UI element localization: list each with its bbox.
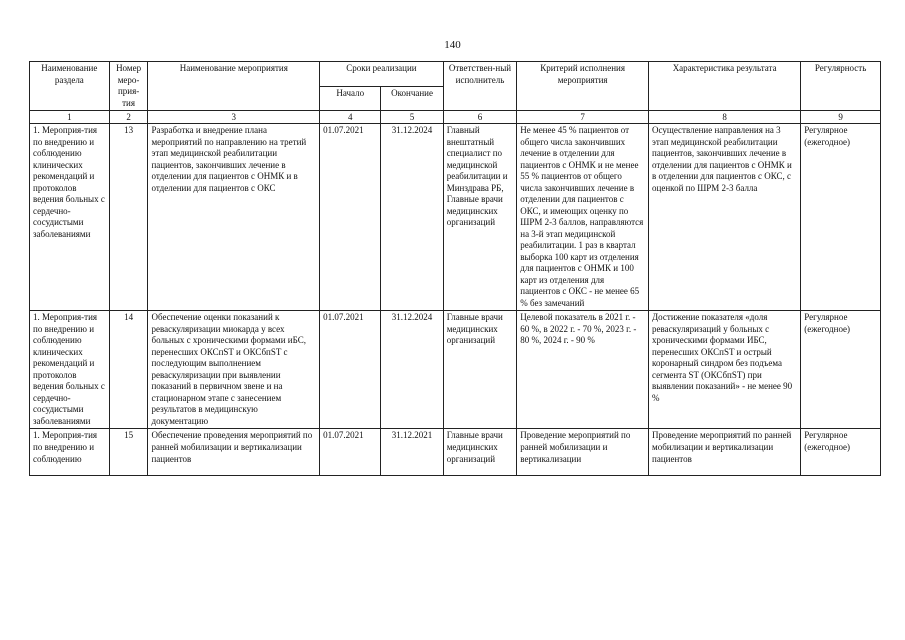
cell-regularity-text: Регулярное (ежегодное) [804,430,851,452]
column-number: 4 [320,111,381,124]
header-deadlines: Сроки реализации [320,62,444,87]
header-regularity: Регулярность [801,62,881,111]
header-responsible: Ответствен-ный исполнитель [443,62,517,111]
cell-number: 13 [109,124,148,311]
header-criterion: Критерий исполнения мероприятия [517,62,649,111]
cell-responsible: Главный внештатный специалист по медицинской реабилитации и Минздрава РБ, Главные врачи медицинских организаций [443,124,517,311]
table-row [30,429,881,476]
column-number: 3 [148,111,320,124]
cell-measure [148,429,320,476]
cell-end: 31.12.2024 [381,124,443,311]
column-number: 2 [109,111,148,124]
cell-number: 14 [109,311,148,429]
cell-regularity: Регулярное (ежегодное) [801,311,881,429]
column-number: 5 [381,111,443,124]
cell-end: 31.12.2024 [381,311,443,429]
cell-regularity [801,429,881,476]
cell-result-text: Проведение мероприятий по ранней мобилизации и вертикализации пациентов [652,430,792,464]
table-row [30,311,881,429]
cell-section [30,429,110,476]
cell-number [109,429,148,476]
cell-end-text: 31.12.2021 [391,430,433,441]
column-number: 8 [649,111,801,124]
cell-responsible: Главные врачи медицинских организаций [443,311,517,429]
column-number: 6 [443,111,517,124]
column-number: 1 [30,111,110,124]
cell-result [649,429,801,476]
table-row [30,124,881,311]
cell-result: Достижение показателя «доля реваскуляризаций у больных с хроническими формами ИБС, перенесших ОКСпST и острый коронарный синдром без подъема сегмента ST (ОКСбпST) при выявлении показаний» - не менее 90 % [649,311,801,429]
column-numbers-row [30,111,881,124]
column-number: 7 [517,111,649,124]
cell-responsible-text: Главные врачи медицинских организаций [446,430,503,464]
header-measure-name: Наименование мероприятия [148,62,320,111]
cell-measure: Разработка и внедрение плана мероприятий по направлению на третий этап медицинской реабилитации пациентов, закончивших лечение в отделении для пациентов с ОНМК и в отделении для пациентов с ОКС [148,124,320,311]
cell-start-text: 01.07.2021 [323,430,364,441]
cell-section-text: 1. Мероприя-тия по внедрению и соблюдению [33,430,98,464]
cell-criterion: Целевой показатель в 2021 г. - 60 %, в 2022 г. - 70 %, 2023 г. - 80 %, 2024 г. - 90 % [517,311,649,429]
header-section-name: Наименование раздела [30,62,110,111]
header-measure-number: Номер меро-прия-тия [109,62,148,111]
header-start: Начало [320,86,381,111]
cell-criterion-text: Проведение мероприятий по ранней мобилизации и вертикализации [520,430,631,464]
cell-responsible [443,429,517,476]
cell-start: 01.07.2021 [320,124,381,311]
cell-regularity: Регулярное (ежегодное) [801,124,881,311]
cell-number-text: 15 [124,430,134,441]
cell-start: 01.07.2021 [320,311,381,429]
column-number: 9 [801,111,881,124]
cell-end [381,429,443,476]
cell-measure-text: Обеспечение проведения мероприятий по ранней мобилизации и вертикализации пациентов [151,430,313,464]
page-number: 140 [444,39,461,51]
header-row [30,62,881,87]
measures-table [29,61,881,476]
cell-section: 1. Мероприя-тия по внедрению и соблюдению клинических рекомендаций и протоколов ведения больных с сердечно-сосудистыми заболеваниями [30,124,110,311]
cell-start [320,429,381,476]
cell-criterion [517,429,649,476]
header-end: Окончание [381,86,443,111]
cell-result: Осуществление направления на 3 этап медицинской реабилитации пациентов, закончивших лечение в отделении для пациентов с ОНМК и в отделении для пациентов с ОКС, с оценкой по ШРМ 2-3 балла [649,124,801,311]
cell-measure: Обеспечение оценки показаний к реваскуляризации миокарда у всех больных с хроническими формами иБС, перенесших ОКСпST и ОКСбпST с последующим выполнением реваскуляризации при выявлении показаний в первичном звене и на стационарном этапе с занесением результатов в медицинскую документацию [148,311,320,429]
cell-criterion: Не менее 45 % пациентов от общего числа закончивших лечение в отделении для пациентов с ОНМК и не менее 55 % пациентов от общего числа закончивших лечение в отделении для пациентов с ОКС, и имеющих оценку по ШРМ 2-3 баллов, направляются на 3-й этап медицинской реабилитации. 1 раз в квартал выборка 100 карт из отделения для пациентов с ОНМК и 100 карт из отделения для пациентов с ОКС - не менее 65 % без замечаний [517,124,649,311]
header-result: Характеристика результата [649,62,801,111]
cell-section: 1. Мероприя-тия по внедрению и соблюдению клинических рекомендаций и протоколов ведения больных с сердечно-сосудистыми заболеваниями [30,311,110,429]
